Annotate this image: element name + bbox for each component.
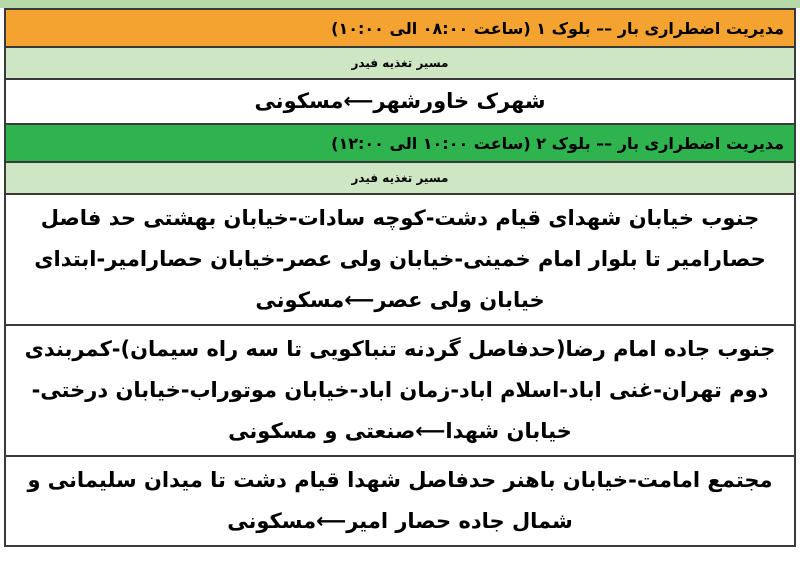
- block-1-route-1: شهرک خاورشهر⟵مسکونی: [5, 79, 795, 124]
- block-1-route-row: [5, 79, 795, 124]
- block-2-route-row-1: [5, 194, 795, 325]
- top-green-strip: [0, 0, 800, 8]
- block-2-route-label-row: [5, 162, 795, 194]
- block-2-route-2: جنوب جاده امام رضا(حدفاصل گردنه تنباکویی تا سه راه سیمان)-کمربندی دوم تهران-غنی اباد-اسلام اباد-زمان اباد-خیابان موتوراب-خیابان درختی-خیابان شهدا⟵صنعتی و مسکونی: [5, 325, 795, 456]
- block-2-route-3: مجتمع امامت-خیابان باهنر حدفاصل شهدا قیام دشت تا میدان سلیمانی و شمال جاده حصار امیر⟵مسکونی: [5, 456, 795, 546]
- block-2-route-label: مسیر تغذیه فیدر: [5, 162, 795, 194]
- load-schedule-table: [4, 8, 796, 547]
- block-2-route-row-2: [5, 325, 795, 456]
- block-2-header-row: [5, 124, 795, 162]
- block-2-header: مدیریت اضطراری بار –– بلوک ۲ (ساعت ۱۰:۰۰ الی ۱۲:۰۰): [5, 124, 795, 162]
- block-2-route-row-3: [5, 456, 795, 546]
- block-1-header-row: [5, 9, 795, 47]
- block-1-header: مدیریت اضطراری بار –– بلوک ۱ (ساعت ۰۸:۰۰ الی ۱۰:۰۰): [5, 9, 795, 47]
- block-2-route-1: جنوب خیابان شهدای قیام دشت-کوچه سادات-خیابان بهشتی حد فاصل حصارامیر تا بلوار امام خمینی-خیابان ولی عصر-خیابان حصارامیر-ابتدای خیابان ولی عصر⟵مسکونی: [5, 194, 795, 325]
- block-1-route-label-row: [5, 47, 795, 79]
- block-1-route-label: مسیر تغذیه فیدر: [5, 47, 795, 79]
